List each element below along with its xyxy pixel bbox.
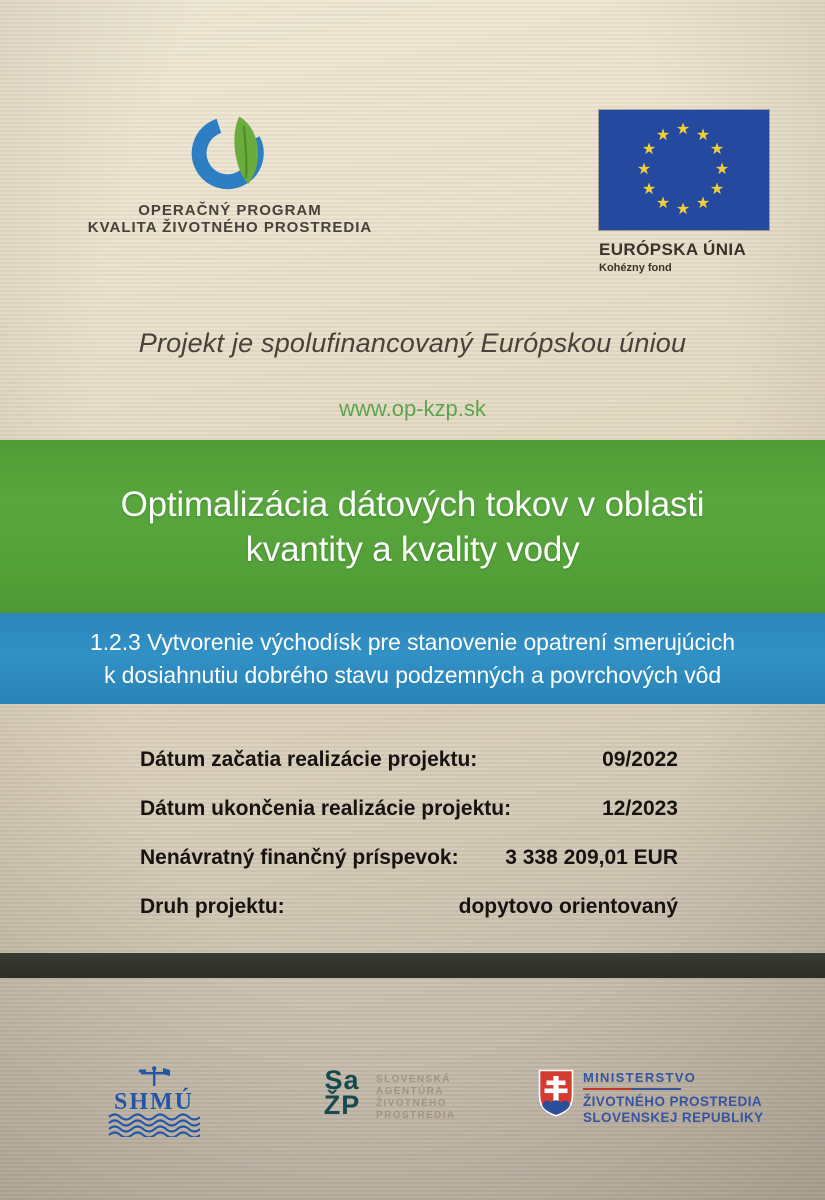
sazp-caption [376,1074,456,1122]
detail-row-end-date [140,797,678,846]
shmu-wordmark: SHMÚ [114,1089,194,1115]
opkzp-title-line2: KVALITA ŽIVOTNÉHO PROSTREDIA [87,219,373,236]
sazp-monogram-icon [316,1065,368,1120]
detail-label: Druh projektu: [140,895,285,918]
sazp-monogram-top: Sa [324,1065,360,1095]
cofinance-statement: Projekt je spolufinancovaný Európskou úniou [138,328,687,358]
eu-caption [599,240,746,274]
detail-row-project-type [140,895,678,944]
detail-label: Nenávratný finančný príspevok: [140,846,459,869]
detail-value: 3 338 209,01 EUR [505,846,678,869]
detail-value: dopytovo orientovaný [458,895,678,918]
slovak-coat-of-arms-icon [538,1068,574,1118]
ministry-line2: ŽIVOTNÉHO PROSTREDIA [583,1094,763,1109]
opkzp-ring-leaf-icon [190,112,270,192]
eu-title: EURÓPSKA ÚNIA [599,240,747,259]
dark-divider-band [0,953,825,978]
shmu-waves-icon [108,1113,200,1137]
sazp-caption-line: ŽIVOTNÉHO [376,1098,447,1109]
opkzp-logo-block [75,112,385,236]
detail-value: 12/2023 [602,797,678,820]
project-subtitle-band [0,613,825,704]
sazp-caption-line: PROSTREDIA [376,1110,456,1121]
ministry-line3: SLOVENSKEJ REPUBLIKY [583,1109,764,1125]
eu-star-icon [713,161,731,179]
project-subtitle-line1: 1.2.3 Vytvorenie východísk pre stanovenie opatrení smerujúcich [90,628,735,655]
shmu-weathervane-icon [137,1066,171,1086]
eu-star-icon [640,181,658,199]
project-title-line1: Optimalizácia dátových tokov v oblasti [120,484,705,524]
detail-row-start-date [140,748,678,797]
project-title-line2: kvantity a kvality vody [245,529,580,569]
eu-star-icon [654,127,672,145]
eu-flag-icon [599,110,769,230]
project-details [140,748,678,944]
sazp-caption-line: SLOVENSKÁ [376,1074,451,1085]
project-title-band [0,440,825,613]
eu-star-icon [694,195,712,213]
project-subtitle-line2: k dosiahnutiu dobrého stavu podzemných a povrchových vôd [103,661,722,688]
detail-label: Dátum ukončenia realizácie projektu: [140,797,512,820]
eu-star-icon [635,161,653,179]
eu-star-icon [674,201,692,219]
sazp-monogram-bottom: ŽP [323,1090,361,1120]
ministry-caption [583,1070,764,1125]
eu-star-icon [674,121,692,139]
website-url: www.op-kzp.sk [339,396,486,421]
detail-value: 09/2022 [602,748,678,771]
sazp-logo [316,1065,456,1122]
detail-label: Dátum začatia realizácie projektu: [140,748,478,771]
eu-subtitle: Kohézny fond [599,262,672,274]
eu-star-icon [708,141,726,159]
shmu-logo [104,1066,204,1142]
detail-row-grant-amount [140,846,678,895]
tricolor-rule-icon [583,1088,681,1090]
ministry-line1: MINISTERSTVO [583,1070,697,1085]
sazp-caption-line: AGENTÚRA [376,1086,444,1097]
opkzp-title-line1: OPERAČNÝ PROGRAM [138,202,322,219]
ministry-logo [538,1068,764,1125]
